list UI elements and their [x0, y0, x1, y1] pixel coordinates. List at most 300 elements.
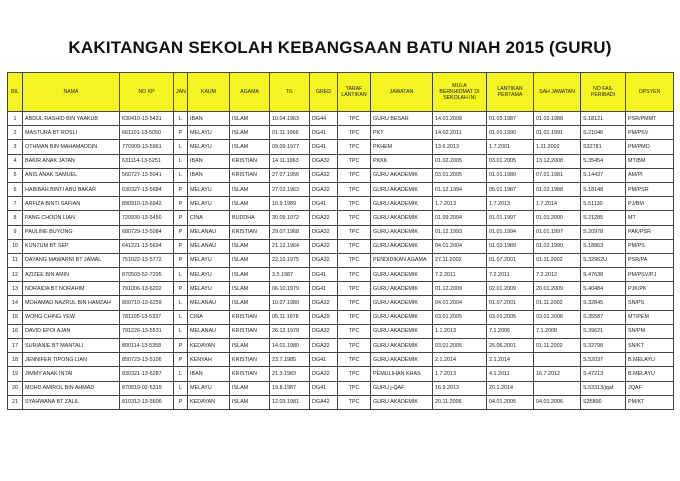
table-cell: 1.7.2013: [433, 367, 487, 381]
table-cell: S.47213: [581, 367, 626, 381]
table-cell: TPC: [338, 197, 371, 211]
table-cell: TPC: [338, 168, 371, 182]
table-cell: 1.7.2014: [534, 197, 581, 211]
table-cell: GURU AKADEMIK: [371, 353, 433, 367]
table-cell: BAKIR ANAK JATAN: [23, 154, 120, 168]
table-cell: 01.07.2001: [487, 253, 534, 267]
table-cell: S.20978: [581, 225, 626, 239]
table-cell: 19.8.1987: [270, 381, 310, 395]
table-cell: ISLAM: [230, 239, 270, 253]
table-cell: GURU AKADEMIK: [371, 296, 433, 310]
table-cell: 1.7.2001: [487, 140, 534, 154]
table-cell: MELANAU: [188, 296, 230, 310]
table-cell: ISLAM: [230, 140, 270, 154]
table-row: [8, 197, 674, 211]
table-cell: L: [174, 367, 188, 381]
table-cell: 05.01.1987: [487, 182, 534, 196]
table-cell: 800114-13-5358: [120, 339, 174, 353]
table-cell: DG44: [310, 112, 338, 126]
table-cell: DAVID EPOI AJAN: [23, 324, 120, 338]
table-cell: PEMULIHAN KHAS: [371, 367, 433, 381]
table-cell: 01.07.2001: [487, 296, 534, 310]
table-cell: P: [174, 353, 188, 367]
table-row: [8, 296, 674, 310]
table-cell: 13: [8, 282, 23, 296]
table-cell: 01.03.1988: [534, 112, 581, 126]
table-cell: PJK/PK: [626, 282, 674, 296]
table-cell: MASTURA BT ROSLI: [23, 126, 120, 140]
column-header: JAWATAN: [371, 73, 433, 112]
table-cell: L: [174, 296, 188, 310]
table-cell: GURU AKADEMIK: [371, 282, 433, 296]
table-row: [8, 367, 674, 381]
table-cell: PJ/BM: [626, 197, 674, 211]
table-cell: 7.2.2011: [433, 268, 487, 282]
table-cell: PM/PS: [626, 239, 674, 253]
table-cell: 01.03.1989: [487, 239, 534, 253]
table-cell: KRISTIAN: [230, 310, 270, 324]
table-cell: PM/PSV: [626, 126, 674, 140]
table-cell: GURU AKADEMIK: [371, 182, 433, 196]
table-cell: S.21046: [581, 126, 626, 140]
table-cell: 30.09.1972: [270, 211, 310, 225]
table-cell: PKKK: [371, 154, 433, 168]
table-cell: 7.2.2011: [487, 268, 534, 282]
table-cell: 1: [8, 112, 23, 126]
table-cell: 890910-13-6942: [120, 197, 174, 211]
table-cell: 850723-13-5106: [120, 353, 174, 367]
table-cell: 05.11.1978: [270, 310, 310, 324]
table-cell: 720930-13-5450: [120, 211, 174, 225]
table-cell: P: [174, 253, 188, 267]
table-cell: PM/KT: [626, 395, 674, 409]
table-cell: S32781: [581, 140, 626, 154]
column-header: T/L: [270, 73, 310, 112]
table-cell: L: [174, 154, 188, 168]
table-cell: TPC: [338, 324, 371, 338]
table-cell: MELANAU: [188, 239, 230, 253]
table-cell: S.52037: [581, 353, 626, 367]
table-row: [8, 112, 674, 126]
table-cell: IBAN: [188, 168, 230, 182]
table-cell: 630410-13-5431: [120, 112, 174, 126]
table-cell: ISLAM: [230, 253, 270, 267]
table-cell: DGA32: [310, 182, 338, 196]
table-cell: TPC: [338, 367, 371, 381]
table-cell: JENNIFER TIPONG LIAN: [23, 353, 120, 367]
table-cell: JIMMY ANAK INTAI: [23, 367, 120, 381]
table-cell: ISLAM: [230, 282, 270, 296]
table-cell: OTHMAN BIN MAHAMADDIN: [23, 140, 120, 154]
table-cell: 1.7.2013: [433, 197, 487, 211]
table-cell: 2: [8, 126, 23, 140]
table-cell: KRISTIAN: [230, 353, 270, 367]
table-row: [8, 182, 674, 196]
table-row: [8, 282, 674, 296]
table-cell: 7.1.2008: [534, 324, 581, 338]
table-cell: DG41: [310, 353, 338, 367]
table-cell: 1.7.2013: [487, 197, 534, 211]
table-cell: 870503-52-7295: [120, 268, 174, 282]
table-cell: 5: [8, 168, 23, 182]
table-cell: 01.12.1993: [433, 225, 487, 239]
table-cell: ISLAM: [230, 381, 270, 395]
table-cell: MELAYU: [188, 197, 230, 211]
table-cell: KEDAYAN: [188, 339, 230, 353]
table-cell: SN/PM: [626, 324, 674, 338]
table-cell: TPC: [338, 339, 371, 353]
table-cell: S.14437: [581, 168, 626, 182]
table-cell: 20: [8, 381, 23, 395]
page-title: KAKITANGAN SEKOLAH KEBANGSAAN BATU NIAH 2015 (GURU): [68, 38, 612, 57]
table-cell: DGA32: [310, 239, 338, 253]
table-cell: DGA32: [310, 225, 338, 239]
table-cell: 2.1.2014: [433, 353, 487, 367]
table-cell: MT/BM: [626, 154, 674, 168]
table-cell: KUNTUM BT SEP: [23, 239, 120, 253]
table-cell: DGA32: [310, 339, 338, 353]
table-cell: MELAYU: [188, 140, 230, 154]
table-cell: 26.12.1979: [270, 324, 310, 338]
table-cell: GURU AKADEMIK: [371, 239, 433, 253]
table-header-row: [8, 73, 674, 112]
table-cell: 10.04.1963: [270, 112, 310, 126]
table-cell: 23.7.1985: [270, 353, 310, 367]
table-cell: 4.1.2011: [487, 367, 534, 381]
table-cell: ANIS ANAK SAMUEL: [23, 168, 120, 182]
table-cell: GURU AKADEMIK: [371, 268, 433, 282]
table-cell: MT/PEM: [626, 310, 674, 324]
column-header: OPSYEN: [626, 73, 674, 112]
table-cell: S.47638: [581, 268, 626, 282]
table-cell: DGA32: [310, 367, 338, 381]
table-cell: TPC: [338, 395, 371, 409]
table-cell: MELANAU: [188, 225, 230, 239]
table-cell: MOHAMAD NAZRUL BIN HAMZAH: [23, 296, 120, 310]
table-cell: 11: [8, 253, 23, 267]
table-cell: 870819-02-5319: [120, 381, 174, 395]
table-cell: 27.07.1956: [270, 168, 310, 182]
table-cell: L: [174, 310, 188, 324]
table-cell: 13.6.2013: [433, 140, 487, 154]
table-cell: 09.09.1977: [270, 140, 310, 154]
column-header: NO FAIL PERIBADI: [581, 73, 626, 112]
table-cell: DGA32: [310, 324, 338, 338]
table-cell: [534, 353, 581, 367]
table-cell: 14.02.2011: [433, 126, 487, 140]
table-cell: CINA: [188, 211, 230, 225]
table-cell: MELAYU: [188, 126, 230, 140]
table-cell: DGA32: [310, 211, 338, 225]
table-cell: KRISTIAN: [230, 367, 270, 381]
column-header: SAH JAWATAN: [534, 73, 581, 112]
table-cell: GURU AKADEMIK: [371, 225, 433, 239]
table-cell: DG41: [310, 140, 338, 154]
table-cell: L: [174, 324, 188, 338]
table-cell: PAK/PSR: [626, 225, 674, 239]
column-header: BIL: [8, 73, 23, 112]
table-cell: DG41: [310, 381, 338, 395]
table-cell: MELAYU: [188, 381, 230, 395]
table-cell: 01.01.1997: [487, 211, 534, 225]
table-cell: ISLAM: [230, 395, 270, 409]
table-cell: ISLAM: [230, 339, 270, 353]
table-cell: WONG CHING YEW: [23, 310, 120, 324]
table-row: [8, 211, 674, 225]
table-cell: MOHD AMIROL BIN AHMAD: [23, 381, 120, 395]
table-cell: 17: [8, 339, 23, 353]
table-cell: 560727-13-5041: [120, 168, 174, 182]
column-header: LANTIKAN PERTAMA: [487, 73, 534, 112]
table-cell: DGA32: [310, 168, 338, 182]
table-cell: JQAF: [626, 381, 674, 395]
table-cell: ISLAM: [230, 197, 270, 211]
table-cell: 810312-13-5606: [120, 395, 174, 409]
table-cell: 14: [8, 296, 23, 310]
table-cell: KRISTIAN: [230, 168, 270, 182]
table-cell: 01.11.2002: [534, 296, 581, 310]
table-cell: DG41: [310, 268, 338, 282]
table-cell: S.32845: [581, 296, 626, 310]
table-cell: 631114-13-5251: [120, 154, 174, 168]
table-cell: SN/KT: [626, 339, 674, 353]
column-header: NAMA: [23, 73, 120, 112]
table-cell: DG41: [310, 197, 338, 211]
column-header: NO KP: [120, 73, 174, 112]
table-cell: L: [174, 268, 188, 282]
table-cell: P: [174, 225, 188, 239]
table-cell: TPC: [338, 126, 371, 140]
table-row: [8, 225, 674, 239]
table-cell: KRISTIAN: [230, 225, 270, 239]
table-cell: DGA42: [310, 395, 338, 409]
table-cell: MELAYU: [188, 268, 230, 282]
table-cell: 10: [8, 239, 23, 253]
table-cell: TPC: [338, 112, 371, 126]
table-cell: P: [174, 239, 188, 253]
table-row: [8, 395, 674, 409]
table-cell: 04.01.2005: [487, 395, 534, 409]
table-cell: 3.5.1987: [270, 268, 310, 282]
table-cell: TPC: [338, 140, 371, 154]
table-cell: SN/PS: [626, 296, 674, 310]
table-cell: 19: [8, 367, 23, 381]
table-cell: 800710-13-6259: [120, 296, 174, 310]
table-cell: L: [174, 140, 188, 154]
table-cell: 01.11.1966: [270, 126, 310, 140]
table-cell: 03.01.2005: [433, 310, 487, 324]
table-cell: TPC: [338, 381, 371, 395]
table-row: [8, 168, 674, 182]
column-header: GRED: [310, 73, 338, 112]
table-cell: S.21285: [581, 211, 626, 225]
table-row: [8, 140, 674, 154]
table-cell: PM/PMO: [626, 140, 674, 154]
table-cell: 06.10.1979: [270, 282, 310, 296]
table-cell: ISLAM: [230, 112, 270, 126]
table-cell: P: [174, 197, 188, 211]
table-cell: 3: [8, 140, 23, 154]
table-cell: ISLAM: [230, 296, 270, 310]
table-cell: 14.11.1963: [270, 154, 310, 168]
table-cell: TPC: [338, 268, 371, 282]
table-cell: 751022-13-5772: [120, 253, 174, 267]
table-cell: GURU AKADEMIK: [371, 395, 433, 409]
table-cell: 01.01.1994: [487, 225, 534, 239]
table-cell: S.35454: [581, 154, 626, 168]
table-cell: PM/PSR: [626, 182, 674, 196]
table-cell: TPC: [338, 353, 371, 367]
table-cell: 7.1.2006: [487, 324, 534, 338]
table-row: [8, 239, 674, 253]
table-cell: DAYANG MAWARNI BT JAMAL: [23, 253, 120, 267]
table-cell: 01.01.1980: [487, 168, 534, 182]
table-cell: 04.01.2006: [534, 395, 581, 409]
table-cell: GURU AKADEMIK: [371, 339, 433, 353]
table-cell: AZIZEE BIN AMIN: [23, 268, 120, 282]
table-cell: GURU AKADEMIK: [371, 197, 433, 211]
table-row: [8, 324, 674, 338]
table-cell: SYAHWANA BT ZALIL: [23, 395, 120, 409]
table-cell: GURU j-QAF: [371, 381, 433, 395]
table-row: [8, 126, 674, 140]
table-cell: TPC: [338, 310, 371, 324]
table-cell: GURU AKADEMIK: [371, 168, 433, 182]
table-cell: 15: [8, 310, 23, 324]
staff-table: [7, 72, 674, 410]
table-cell: S.40484: [581, 282, 626, 296]
table-cell: 770909-13-5961: [120, 140, 174, 154]
table-cell: HABIBAH BINTI ABU BAKAR: [23, 182, 120, 196]
table-cell: S.18863: [581, 239, 626, 253]
table-cell: PAULINE BUYONG: [23, 225, 120, 239]
table-cell: MT: [626, 211, 674, 225]
table-cell: S.18121: [581, 112, 626, 126]
table-cell: MELANAU: [188, 324, 230, 338]
table-body: [8, 112, 674, 410]
table-row: [8, 353, 674, 367]
table-cell: TPC: [338, 154, 371, 168]
column-header: MULA BERKHIDMAT DI SEKOLAH INI: [433, 73, 487, 112]
table-cell: TPC: [338, 211, 371, 225]
table-cell: ARFIZA BINTI SAFIAN: [23, 197, 120, 211]
table-cell: 03.01.2005: [433, 168, 487, 182]
table-cell: DG41: [310, 126, 338, 140]
table-cell: 10.07.1980: [270, 296, 310, 310]
table-cell: 16.7.2012: [534, 367, 581, 381]
table-cell: S.32798: [581, 339, 626, 353]
table-cell: KRISTIAN: [230, 154, 270, 168]
table-cell: 22.10.1975: [270, 253, 310, 267]
table-cell: CINA: [188, 310, 230, 324]
table-cell: 12.03.1981: [270, 395, 310, 409]
table-cell: 791006-13-6202: [120, 282, 174, 296]
table-cell: KENYAH: [188, 353, 230, 367]
table-cell: 01.02.2005: [433, 154, 487, 168]
table-cell: IBAN: [188, 154, 230, 168]
table-cell: BUDDHA: [230, 211, 270, 225]
table-cell: 8: [8, 211, 23, 225]
table-cell: P: [174, 339, 188, 353]
table-cell: S.53313/jqaf: [581, 381, 626, 395]
table-row: [8, 381, 674, 395]
table-cell: 21.3.1983: [270, 367, 310, 381]
table-cell: 791226-13-5531: [120, 324, 174, 338]
table-cell: ISLAM: [230, 268, 270, 282]
table-cell: 01.01.1990: [487, 126, 534, 140]
table-cell: 01.03.1990: [534, 239, 581, 253]
table-cell: 01.03.1987: [487, 112, 534, 126]
table-cell: 16.9.2013: [433, 381, 487, 395]
table-cell: MELAYU: [188, 182, 230, 196]
table-cell: GURU AKADEMIK: [371, 211, 433, 225]
table-cell: IBAN: [188, 112, 230, 126]
table-cell: S.51130: [581, 197, 626, 211]
table-cell: DGA29: [310, 310, 338, 324]
table-row: [8, 253, 674, 267]
table-cell: L: [174, 168, 188, 182]
table-cell: 7.2.2012: [534, 268, 581, 282]
table-cell: L: [174, 112, 188, 126]
table-cell: 27.03.1963: [270, 182, 310, 196]
table-cell: PKT: [371, 126, 433, 140]
table-cell: DGA32: [310, 296, 338, 310]
table-cell: TPC: [338, 225, 371, 239]
table-cell: 680729-13-5084: [120, 225, 174, 239]
table-row: [8, 154, 674, 168]
table-cell: PSR/PMMT: [626, 112, 674, 126]
table-cell: 830321-13-6287: [120, 367, 174, 381]
table-cell: TPC: [338, 296, 371, 310]
table-cell: 03.01.2005: [487, 310, 534, 324]
table-cell: [534, 381, 581, 395]
table-cell: 20.01.2009: [534, 282, 581, 296]
table-cell: PENDIDIKAN AGAMA: [371, 253, 433, 267]
table-cell: DGA32: [310, 253, 338, 267]
table-cell: 04.01.2004: [433, 296, 487, 310]
table-cell: 14.01.1980: [270, 339, 310, 353]
column-header: AGAMA: [230, 73, 270, 112]
table-cell: 9: [8, 225, 23, 239]
table-cell: MELAYU: [188, 253, 230, 267]
table-cell: TPC: [338, 253, 371, 267]
table-cell: PKHEM: [371, 140, 433, 154]
table-cell: P: [174, 182, 188, 196]
table-cell: 4: [8, 154, 23, 168]
table-cell: L: [174, 381, 188, 395]
table-cell: GURU BESAR: [371, 112, 433, 126]
table-cell: KEDAYAN: [188, 395, 230, 409]
table-cell: GURU AKADEMIK: [371, 324, 433, 338]
table-cell: PANG CHOON LIAN: [23, 211, 120, 225]
table-cell: 01.12.1994: [433, 182, 487, 196]
table-cell: 21.12.1964: [270, 239, 310, 253]
table-cell: 1.11.2002: [534, 140, 581, 154]
table-cell: 14.01.2008: [433, 112, 487, 126]
table-cell: 7: [8, 197, 23, 211]
table-cell: 01.11.2002: [534, 339, 581, 353]
table-cell: AM/PI: [626, 168, 674, 182]
table-cell: 6: [8, 182, 23, 196]
table-cell: MELAYU: [188, 282, 230, 296]
column-header: KAUM: [188, 73, 230, 112]
table-row: [8, 339, 674, 353]
table-cell: 03.01.2005: [433, 339, 487, 353]
table-cell: GURU AKADEMIK: [371, 310, 433, 324]
table-cell: ISLAM: [230, 182, 270, 196]
table-cell: 27.11.2002: [433, 253, 487, 267]
table-cell: S.39621: [581, 324, 626, 338]
